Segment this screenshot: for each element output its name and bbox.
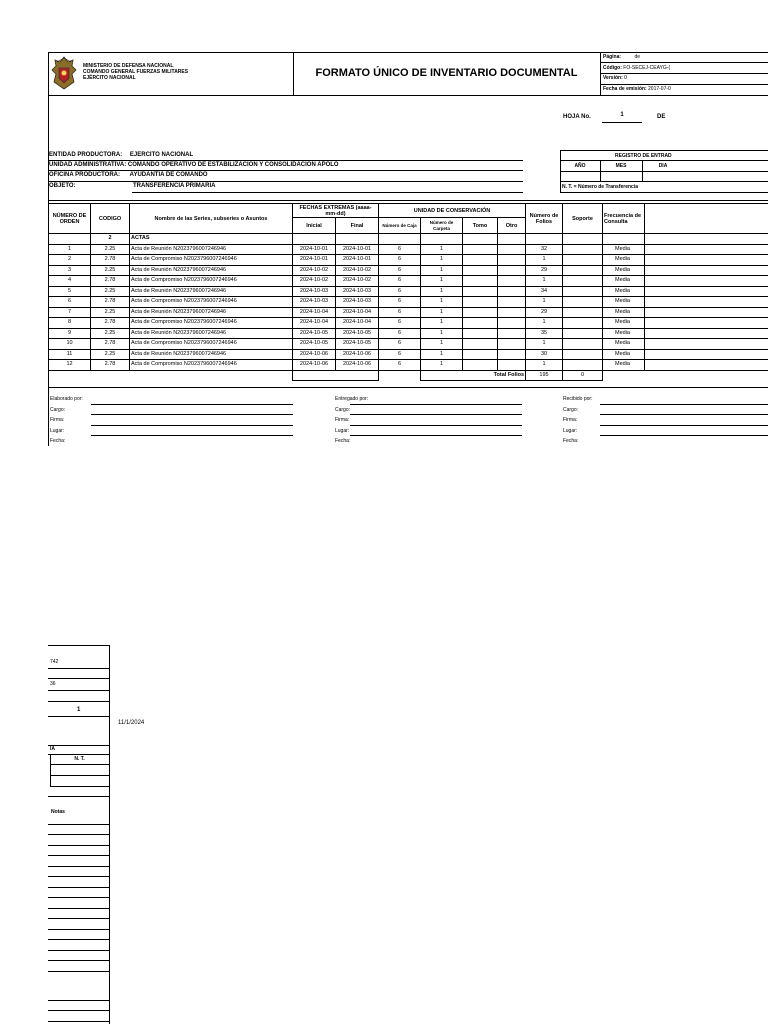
- row-inicial: 2024-10-05: [293, 339, 336, 350]
- row-frecuencia: Media: [603, 328, 645, 339]
- row-carpeta: 1: [421, 244, 463, 255]
- row-orden: 9: [49, 328, 91, 339]
- group-code: 2: [91, 234, 130, 245]
- overflow-fragment: [0, 640, 768, 1024]
- overflow-date: 11/1/2024: [118, 720, 145, 726]
- row-folios: 30: [526, 349, 563, 360]
- row-tomo: [463, 265, 498, 276]
- row-final: 2024-10-06: [336, 360, 379, 371]
- row-extra: [645, 276, 768, 287]
- row-frecuencia: Media: [603, 318, 645, 329]
- row-frecuencia: Media: [603, 244, 645, 255]
- overflow-nt: N. T.: [74, 756, 85, 762]
- row-soporte: [563, 244, 603, 255]
- row-otro: [498, 276, 526, 287]
- row-inicial: 2024-10-06: [293, 360, 336, 371]
- row-otro: [498, 265, 526, 276]
- row-codigo: 2.25: [91, 307, 130, 318]
- row-otro: [498, 349, 526, 360]
- row-folios: 29: [526, 307, 563, 318]
- row-inicial: 2024-10-01: [293, 244, 336, 255]
- row-caja: 6: [379, 349, 421, 360]
- row-carpeta: 1: [421, 349, 463, 360]
- version-value: 0: [624, 75, 627, 81]
- row-caja: 6: [379, 360, 421, 371]
- row-nombre: Acta de Compromiso N2023796007246946: [130, 276, 293, 287]
- row-soporte: [563, 360, 603, 371]
- org-line-2: COMANDO GENERAL FUERZAS MILITARES: [83, 69, 189, 75]
- row-otro: [498, 297, 526, 308]
- row-orden: 10: [49, 339, 91, 350]
- table-row: [49, 286, 768, 297]
- row-tomo: [463, 328, 498, 339]
- hoja-label: HOJA No.: [563, 114, 591, 120]
- row-nombre: Acta de Compromiso N2023796007246946: [130, 297, 293, 308]
- row-extra: [645, 339, 768, 350]
- row-orden: 12: [49, 360, 91, 371]
- row-caja: 6: [379, 276, 421, 287]
- row-soporte: [563, 297, 603, 308]
- row-caja: 6: [379, 318, 421, 329]
- row-codigo: 2.78: [91, 276, 130, 287]
- row-caja: 6: [379, 255, 421, 266]
- group-name: ACTAS: [130, 234, 293, 245]
- row-caja: 6: [379, 297, 421, 308]
- row-otro: [498, 255, 526, 266]
- table-row: [49, 255, 768, 266]
- row-orden: 1: [49, 244, 91, 255]
- row-folios: 1: [526, 318, 563, 329]
- row-codigo: 2.25: [91, 349, 130, 360]
- row-carpeta: 1: [421, 255, 463, 266]
- total-folios-value: 195: [526, 370, 563, 381]
- org-line-1: MINISTERIO DE DEFENSA NACIONAL: [83, 63, 174, 69]
- row-extra: [645, 307, 768, 318]
- row-frecuencia: Media: [603, 297, 645, 308]
- recibido-firma-label: Firma:: [563, 417, 578, 423]
- row-folios: 32: [526, 244, 563, 255]
- col-folios: Número de Folios: [526, 204, 563, 234]
- pagina-de: de: [634, 54, 641, 60]
- row-tomo: [463, 349, 498, 360]
- row-caja: 6: [379, 328, 421, 339]
- row-codigo: 2.25: [91, 328, 130, 339]
- row-soporte: [563, 255, 603, 266]
- org-line-3: EJÉRCITO NACIONAL: [83, 75, 136, 81]
- overflow-date-fragment: 36: [50, 681, 56, 687]
- row-inicial: 2024-10-02: [293, 265, 336, 276]
- row-frecuencia: Media: [603, 255, 645, 266]
- row-soporte: [563, 265, 603, 276]
- row-caja: 6: [379, 307, 421, 318]
- entregado-lugar-label: Lugar:: [335, 427, 350, 434]
- elaborado-firma-label: Firma:: [50, 417, 65, 423]
- codigo-label: Código:: [603, 65, 622, 71]
- unidad-label: UNIDAD ADMINISTRATIVA:: [49, 162, 127, 168]
- overflow-ia: IA: [50, 746, 55, 752]
- row-final: 2024-10-03: [336, 286, 379, 297]
- row-otro: [498, 244, 526, 255]
- row-otro: [498, 339, 526, 350]
- row-otro: [498, 318, 526, 329]
- row-extra: [645, 328, 768, 339]
- row-inicial: 2024-10-03: [293, 297, 336, 308]
- row-tomo: [463, 255, 498, 266]
- row-final: 2024-10-04: [336, 318, 379, 329]
- row-final: 2024-10-02: [336, 265, 379, 276]
- row-codigo: 2.25: [91, 286, 130, 297]
- row-final: 2024-10-01: [336, 244, 379, 255]
- objeto-value[interactable]: TRANSFERENCIA PRIMARIA: [133, 183, 216, 189]
- row-soporte: [563, 286, 603, 297]
- row-caja: 6: [379, 265, 421, 276]
- row-otro: [498, 286, 526, 297]
- col-final: Final: [336, 218, 379, 234]
- entidad-value[interactable]: EJERCITO NACIONAL: [129, 152, 194, 158]
- table-row: [49, 349, 768, 360]
- row-extra: [645, 349, 768, 360]
- row-carpeta: 1: [421, 297, 463, 308]
- row-inicial: 2024-10-01: [293, 255, 336, 266]
- table-row: [49, 244, 768, 255]
- row-nombre: Acta de Reunión N2023796007246946: [130, 307, 293, 318]
- table-row: [49, 276, 768, 287]
- row-tomo: [463, 297, 498, 308]
- entregado-cargo-label: Cargo:: [335, 406, 351, 413]
- row-extra: [645, 244, 768, 255]
- row-soporte: [563, 276, 603, 287]
- hoja-de-label: DE: [657, 114, 666, 120]
- row-folios: 34: [526, 286, 563, 297]
- entidad-label: ENTIDAD PRODUCTORA:: [49, 152, 123, 158]
- row-tomo: [463, 339, 498, 350]
- row-nombre: Acta de Compromiso N2023796007246946: [130, 339, 293, 350]
- row-frecuencia: Media: [603, 307, 645, 318]
- recibido-lugar-label: Lugar:: [563, 427, 578, 434]
- row-codigo: 2.25: [91, 244, 130, 255]
- entregado-firma-label: Firma:: [335, 417, 350, 423]
- row-orden: 11: [49, 349, 91, 360]
- row-extra: [645, 297, 768, 308]
- row-folios: 1: [526, 255, 563, 266]
- inventory-table: [48, 203, 768, 381]
- row-otro: [498, 307, 526, 318]
- row-final: 2024-10-04: [336, 307, 379, 318]
- col-fechas: FECHAS EXTREMAS (aaaa-mm-dd): [293, 204, 379, 218]
- row-otro: [498, 328, 526, 339]
- row-orden: 5: [49, 286, 91, 297]
- row-orden: 8: [49, 318, 91, 329]
- row-codigo: 2.78: [91, 360, 130, 371]
- overflow-hoja-value: 1: [77, 707, 81, 713]
- nt-note: N. T. = Número de Transferencia: [562, 184, 638, 190]
- row-codigo: 2.78: [91, 297, 130, 308]
- row-folios: 1: [526, 339, 563, 350]
- row-orden: 3: [49, 265, 91, 276]
- col-frecuencia: Frecuencia de Consulta: [603, 204, 645, 234]
- row-extra: [645, 265, 768, 276]
- row-final: 2024-10-05: [336, 328, 379, 339]
- elaborado-label: Elaborado por:: [50, 396, 83, 402]
- fecha-emision-label: Fecha de emisión:: [603, 86, 647, 92]
- hoja-value[interactable]: 1: [620, 112, 624, 118]
- row-otro: [498, 360, 526, 371]
- row-frecuencia: Media: [603, 286, 645, 297]
- version-label: Versión:: [603, 75, 623, 81]
- row-inicial: 2024-10-03: [293, 286, 336, 297]
- row-codigo: 2.78: [91, 255, 130, 266]
- entregado-label: Entregado por:: [335, 396, 369, 402]
- row-folios: 1: [526, 276, 563, 287]
- signature-recibido: [563, 396, 592, 449]
- row-carpeta: 1: [421, 307, 463, 318]
- row-frecuencia: Media: [603, 360, 645, 371]
- row-frecuencia: Media: [603, 349, 645, 360]
- row-tomo: [463, 307, 498, 318]
- table-row: [49, 318, 768, 329]
- fecha-emision-value: 2017-07-0: [648, 86, 671, 92]
- col-orden: NÚMERO DE ORDEN: [49, 204, 91, 234]
- row-nombre: Acta de Compromiso N2023796007246946: [130, 255, 293, 266]
- col-inicial: Inicial: [293, 218, 336, 234]
- elaborado-lugar-label: Lugar:: [50, 427, 65, 434]
- row-frecuencia: Media: [603, 265, 645, 276]
- row-folios: 1: [526, 297, 563, 308]
- row-nombre: Acta de Compromiso N2023796007246946: [130, 318, 293, 329]
- elaborado-cargo-label: Cargo:: [50, 406, 66, 413]
- recibido-cargo-label: Cargo:: [563, 406, 579, 413]
- unidad-value[interactable]: COMANDO OPERATIVO DE ESTABILIZACION Y CONSOLIDACION APOLO: [127, 162, 339, 168]
- army-crest-logo: [51, 56, 77, 90]
- pagina-label: Página:: [603, 54, 622, 60]
- row-nombre: Acta de Compromiso N2023796007246946: [130, 360, 293, 371]
- recibido-fecha-label: Fecha:: [563, 438, 579, 444]
- row-soporte: [563, 307, 603, 318]
- recibido-label: Recibido por:: [563, 396, 593, 402]
- row-final: 2024-10-02: [336, 276, 379, 287]
- row-carpeta: 1: [421, 286, 463, 297]
- entregado-fecha-label: Fecha:: [335, 438, 351, 444]
- row-tomo: [463, 360, 498, 371]
- row-folios: 29: [526, 265, 563, 276]
- row-nombre: Acta de Reunión N2023796007246946: [130, 244, 293, 255]
- row-inicial: 2024-10-06: [293, 349, 336, 360]
- row-final: 2024-10-06: [336, 349, 379, 360]
- row-tomo: [463, 286, 498, 297]
- objeto-label: OBJETO:: [49, 183, 76, 189]
- document-title: FORMATO ÚNICO DE INVENTARIO DOCUMENTAL: [315, 67, 578, 79]
- table-row: [49, 339, 768, 350]
- row-inicial: 2024-10-04: [293, 307, 336, 318]
- row-soporte: [563, 339, 603, 350]
- col-tomo: Tomo: [463, 218, 498, 234]
- row-frecuencia: Media: [603, 339, 645, 350]
- row-carpeta: 1: [421, 339, 463, 350]
- row-extra: [645, 255, 768, 266]
- row-folios: 35: [526, 328, 563, 339]
- col-caja: Número de Caja: [379, 218, 421, 234]
- table-row: [49, 328, 768, 339]
- row-tomo: [463, 244, 498, 255]
- row-soporte: [563, 349, 603, 360]
- signature-elaborado: [50, 396, 83, 449]
- row-carpeta: 1: [421, 276, 463, 287]
- row-nombre: Acta de Reunión N2023796007246946: [130, 286, 293, 297]
- row-caja: 6: [379, 244, 421, 255]
- row-tomo: [463, 276, 498, 287]
- row-orden: 7: [49, 307, 91, 318]
- row-orden: 4: [49, 276, 91, 287]
- row-inicial: 2024-10-04: [293, 318, 336, 329]
- total-folios-label: Total Folios: [421, 370, 526, 381]
- row-extra: [645, 360, 768, 371]
- registro-anio: AÑO: [574, 163, 586, 169]
- row-soporte: [563, 328, 603, 339]
- row-nombre: Acta de Reunión N2023796007246946: [130, 328, 293, 339]
- row-soporte: [563, 318, 603, 329]
- elaborado-fecha-label: Fecha:: [50, 438, 66, 444]
- row-codigo: 2.25: [91, 265, 130, 276]
- row-carpeta: 1: [421, 318, 463, 329]
- codigo-value: FO-SECEJ-CEAYG-(: [623, 65, 671, 71]
- row-nombre: Acta de Reunión N2023796007246946: [130, 349, 293, 360]
- oficina-label: OFICINA PRODUCTORA:: [49, 172, 120, 178]
- row-final: 2024-10-01: [336, 255, 379, 266]
- col-codigo: CODIGO: [91, 204, 130, 234]
- col-otro: Otro: [498, 218, 526, 234]
- registro-dia: DIA: [658, 163, 668, 169]
- row-caja: 6: [379, 339, 421, 350]
- row-codigo: 2.78: [91, 318, 130, 329]
- overflow-code-fragment: 742: [50, 659, 59, 665]
- form-sheet: [0, 0, 768, 450]
- overflow-notas: Notas: [51, 809, 65, 815]
- row-folios: 1: [526, 360, 563, 371]
- total-soporte-value: 0: [563, 370, 603, 381]
- registro-title: REGISTRO DE ENTRAD: [615, 153, 672, 159]
- col-unidad: UNIDAD DE CONSERVACIÓN: [379, 204, 526, 218]
- row-extra: [645, 318, 768, 329]
- table-row: [49, 297, 768, 308]
- row-orden: 2: [49, 255, 91, 266]
- table-row: [49, 307, 768, 318]
- row-frecuencia: Media: [603, 276, 645, 287]
- table-row: [49, 360, 768, 371]
- row-nombre: Acta de Reunión N2023796007246946: [130, 265, 293, 276]
- row-orden: 6: [49, 297, 91, 308]
- row-inicial: 2024-10-05: [293, 328, 336, 339]
- registro-mes: MES: [615, 163, 627, 169]
- oficina-value[interactable]: AYUDANTIA DE COMANDO: [129, 172, 208, 178]
- total-row: [49, 370, 768, 381]
- table-row: [49, 265, 768, 276]
- col-carpeta: Número de Carpeta: [421, 218, 463, 234]
- group-row: [49, 234, 768, 245]
- row-caja: 6: [379, 286, 421, 297]
- row-carpeta: 1: [421, 360, 463, 371]
- row-final: 2024-10-05: [336, 339, 379, 350]
- col-nombre: Nombre de las Series, subseries o Asuntos: [130, 204, 293, 234]
- col-soporte: Soporte: [563, 204, 603, 234]
- row-extra: [645, 286, 768, 297]
- row-codigo: 2.78: [91, 339, 130, 350]
- row-final: 2024-10-03: [336, 297, 379, 308]
- row-carpeta: 1: [421, 328, 463, 339]
- row-carpeta: 1: [421, 265, 463, 276]
- row-inicial: 2024-10-02: [293, 276, 336, 287]
- row-tomo: [463, 318, 498, 329]
